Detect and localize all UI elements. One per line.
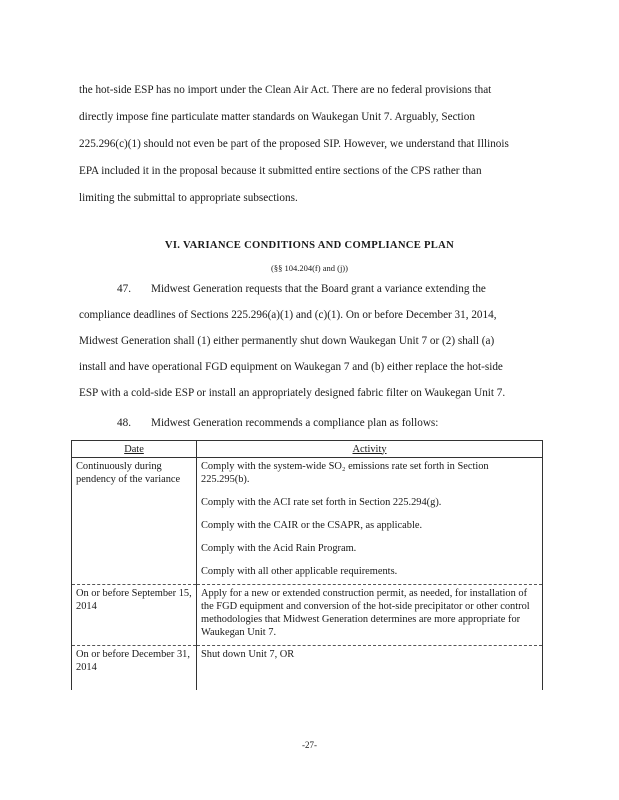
- paragraph-number: 47.: [117, 283, 131, 295]
- table-row: [72, 646, 543, 691]
- intro-paragraph: [79, 77, 549, 212]
- text-line: [79, 410, 554, 436]
- paragraph-48: [79, 410, 554, 436]
- text-line: 225.296(c)(1) should not even be part of the proposed SIP. However, we understand that Illinois: [79, 138, 509, 150]
- activity-item: Comply with the Acid Rain Program.: [201, 543, 357, 554]
- text-line: [79, 276, 554, 302]
- text-line: the hot-side ESP has no import under the Clean Air Act. There are no federal provisions that: [79, 84, 492, 96]
- text-line: ESP with a cold-side ESP or install an appropriately designed fabric filter on Waukegan Unit 7.: [79, 387, 506, 399]
- activity-item: Comply with the CAIR or the CSAPR, as applicable.: [201, 520, 423, 531]
- date-cell: Continuously during pendency of the variance: [72, 458, 197, 585]
- section-subheading: (§§ 104.204(f) and (j)): [271, 263, 348, 273]
- date-cell: On or before December 31, 2014: [72, 646, 197, 691]
- page-number: -27-: [302, 740, 317, 750]
- text-line: install and have operational FGD equipment on Waukegan 7 and (b) either replace the hot-side: [79, 361, 503, 373]
- activity-item: Comply with all other applicable requirements.: [201, 566, 398, 577]
- activity-item: Comply with the system-wide SO₂ emissions rate set forth in Section 225.295(b).: [201, 461, 489, 485]
- column-header-activity: Activity: [197, 441, 543, 458]
- text-line: Midwest Generation shall (1) either permanently shut down Waukegan Unit 7 or (2) shall (a): [79, 335, 495, 347]
- date-cell: On or before September 15, 2014: [72, 585, 197, 646]
- table-row: [72, 585, 543, 646]
- text-line: EPA included it in the proposal because it submitted entire sections of the CPS rather than: [79, 165, 482, 177]
- text-line: directly impose fine particulate matter standards on Waukegan Unit 7. Arguably, Section: [79, 111, 475, 123]
- activity-cell: [197, 458, 543, 585]
- activity-cell: [197, 585, 543, 646]
- activity-item: Apply for a new or extended construction permit, as needed, for installation of the FGD equipment and conversion of the hot-side precipitator or other control methodologies that Midwest Generation determines are more appropriate for Waukegan Unit 7.: [201, 588, 530, 638]
- paragraph-47: [79, 276, 554, 406]
- activity-cell: [197, 646, 543, 691]
- text-line-content: Midwest Generation recommends a compliance plan as follows:: [151, 417, 439, 429]
- table-row: [72, 458, 543, 585]
- column-header-date: Date: [72, 441, 197, 458]
- activity-item: Comply with the ACI rate set forth in Section 225.294(g).: [201, 497, 442, 508]
- compliance-plan-table: [71, 440, 543, 690]
- text-line: compliance deadlines of Sections 225.296(a)(1) and (c)(1). On or before December 31, 2014,: [79, 309, 497, 321]
- activity-item: Shut down Unit 7, OR: [201, 649, 295, 660]
- section-heading: VI. VARIANCE CONDITIONS AND COMPLIANCE PLAN: [164, 240, 455, 251]
- text-line: limiting the submittal to appropriate subsections.: [79, 192, 298, 204]
- paragraph-number: 48.: [117, 417, 131, 429]
- table-header-row: [72, 441, 543, 458]
- text-line-content: Midwest Generation requests that the Board grant a variance extending the: [151, 283, 486, 295]
